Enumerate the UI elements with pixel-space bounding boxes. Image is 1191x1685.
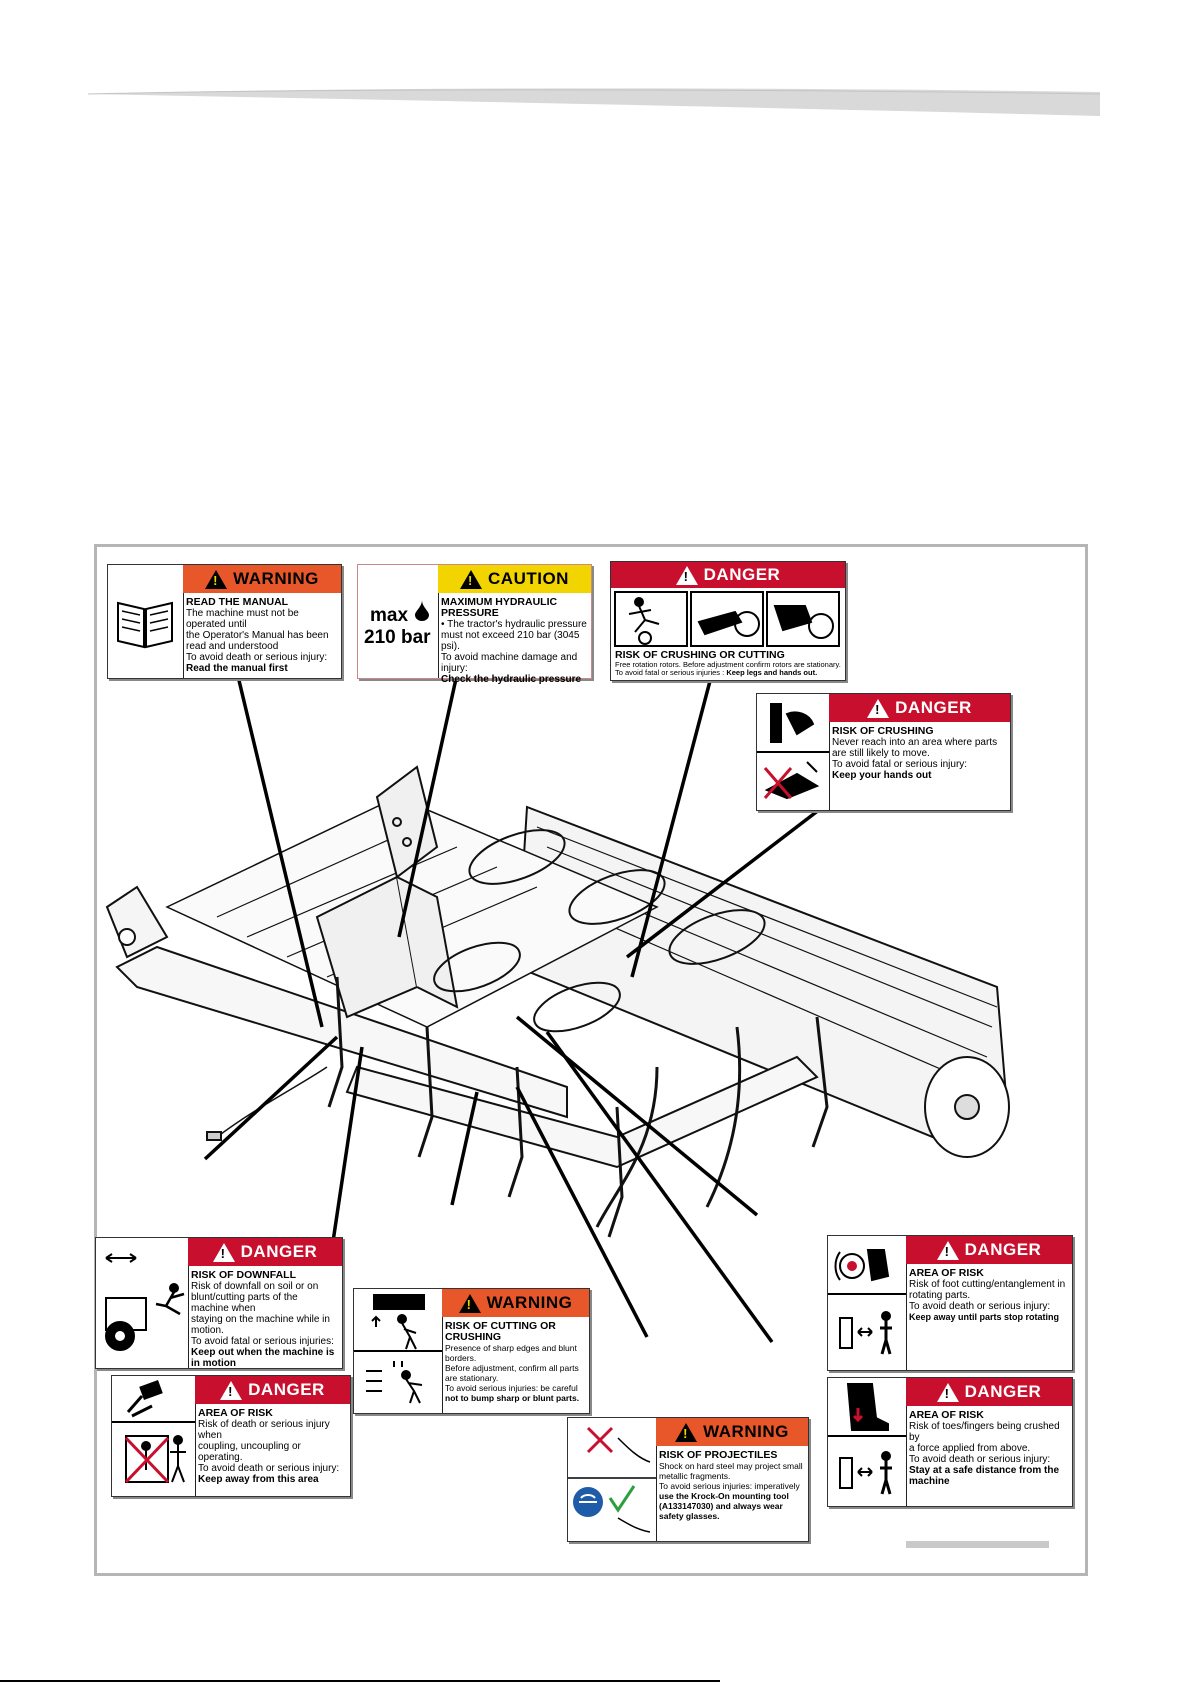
signal-word: DANGER bbox=[964, 1382, 1042, 1401]
signal-word: WARNING bbox=[233, 569, 319, 588]
decal-action: Stay at a safe distance from the machine bbox=[909, 1465, 1060, 1487]
decal-pic bbox=[757, 694, 830, 810]
decal-line: To avoid machine damage and injury: bbox=[441, 652, 578, 674]
decal-read-manual bbox=[107, 564, 342, 679]
decal-line: Free rotation rotors. Before adjustment confirm rotors are stationary. bbox=[615, 660, 841, 669]
danger-banner bbox=[611, 562, 845, 588]
decal-action: Keep legs and hands out. bbox=[726, 668, 818, 677]
decal-line: To avoid fatal or serious injury: bbox=[832, 759, 968, 770]
decal-pic bbox=[828, 1236, 907, 1370]
decal-line: To avoid death or serious injury: bbox=[198, 1463, 340, 1474]
tractor-fall-icon bbox=[96, 1238, 188, 1368]
decal-line: To avoid death or serious injury: bbox=[909, 1301, 1051, 1312]
decal-line: To avoid death or serious injury: bbox=[909, 1454, 1051, 1465]
decal-title: AREA OF RISK bbox=[909, 1409, 984, 1421]
signal-word: DANGER bbox=[964, 1240, 1042, 1259]
decal-title: MAXIMUM HYDRAULIC PRESSURE bbox=[441, 596, 558, 619]
warning-banner bbox=[442, 1289, 589, 1317]
decal-action: Check the hydraulic pressure bbox=[441, 674, 582, 685]
decal-pic bbox=[358, 565, 439, 678]
decal-title: RISK OF CUTTING OR CRUSHING bbox=[445, 1320, 556, 1343]
decal-line: the Operator's Manual has been bbox=[186, 630, 329, 641]
decal-area-risk-coupling bbox=[111, 1375, 351, 1497]
decal-line: rotating parts. bbox=[909, 1290, 971, 1301]
decal-line: Risk of toes/fingers being crushed by bbox=[909, 1421, 1060, 1443]
safety-glasses-icon bbox=[568, 1418, 656, 1541]
warning-triangle-icon bbox=[205, 570, 227, 589]
rotor-leg-icon bbox=[615, 592, 841, 646]
decal-area-risk-rotating bbox=[827, 1235, 1073, 1371]
warning-triangle-icon bbox=[867, 699, 889, 718]
decal-hydraulic-pressure bbox=[357, 564, 592, 685]
pressure-text: 210 bar bbox=[364, 627, 431, 648]
decal-projectiles bbox=[567, 1417, 809, 1542]
danger-banner bbox=[906, 1236, 1072, 1264]
decal-line: Risk of death or serious injury when bbox=[198, 1419, 330, 1441]
decal-title: AREA OF RISK bbox=[198, 1407, 273, 1419]
danger-banner bbox=[829, 694, 1010, 722]
decal-line: must not exceed 210 bar (3045 psi). bbox=[441, 630, 580, 652]
decal-line: Risk of downfall on soil or on bbox=[191, 1281, 319, 1292]
decal-line: • The tractor's hydraulic pressure bbox=[441, 619, 587, 630]
signal-word: DANGER bbox=[703, 565, 781, 584]
decal-line: To avoid serious injuries: be careful bbox=[445, 1383, 578, 1393]
hand-crush-icon bbox=[757, 694, 829, 810]
decal-line: Before adjustment, confirm all parts bbox=[445, 1363, 579, 1373]
danger-banner bbox=[188, 1238, 342, 1266]
decal-pic bbox=[112, 1376, 196, 1496]
decal-line: Shock on hard steel may project small bbox=[659, 1461, 803, 1471]
warning-triangle-icon bbox=[220, 1381, 242, 1400]
decal-line: To avoid death or serious injury: bbox=[186, 652, 328, 663]
max-text: max bbox=[370, 605, 409, 626]
decal-cutting-crushing bbox=[353, 1288, 590, 1414]
decal-action: Keep away until parts stop rotating bbox=[909, 1312, 1060, 1322]
decal-line: read and understood bbox=[186, 641, 279, 652]
safety-decal-figure bbox=[94, 544, 1088, 1576]
decal-title: RISK OF DOWNFALL bbox=[191, 1269, 296, 1281]
warning-triangle-icon bbox=[937, 1241, 959, 1260]
decal-line: a force applied from above. bbox=[909, 1443, 1031, 1454]
header-swoosh bbox=[0, 80, 1191, 120]
decal-line: are still likely to move. bbox=[832, 748, 930, 759]
decal-line: metallic fragments. bbox=[659, 1471, 731, 1481]
decal-line: The machine must not be operated until bbox=[186, 608, 299, 630]
warning-triangle-icon bbox=[937, 1383, 959, 1402]
decal-pic bbox=[828, 1378, 907, 1506]
coupling-crush-icon bbox=[112, 1376, 195, 1496]
decal-action: not to bump sharp or blunt parts. bbox=[445, 1393, 580, 1403]
leader-line-read-manual bbox=[231, 647, 322, 1027]
signal-word: WARNING bbox=[486, 1293, 573, 1312]
decal-action-prefix: To avoid fatal or serious injuries : bbox=[615, 668, 727, 677]
signal-word: DANGER bbox=[248, 1380, 325, 1399]
decal-action: Read the manual first bbox=[186, 663, 288, 674]
open-book-icon bbox=[108, 565, 183, 678]
leader-line-downfall bbox=[205, 1037, 337, 1159]
decal-action: Keep your hands out bbox=[832, 770, 932, 781]
decal-risk-crushing bbox=[756, 693, 1011, 811]
decal-title: RISK OF PROJECTILES bbox=[659, 1449, 778, 1461]
decal-line: Presence of sharp edges and blunt borders. bbox=[445, 1343, 577, 1363]
decal-area-risk-above bbox=[827, 1377, 1073, 1507]
decal-downfall bbox=[95, 1237, 343, 1369]
warning-triangle-icon bbox=[675, 1423, 697, 1442]
decal-line: staying on the machine while in motion. bbox=[191, 1314, 330, 1336]
decal-pic bbox=[354, 1289, 443, 1413]
danger-banner bbox=[906, 1378, 1072, 1406]
foot-rotor-icon bbox=[828, 1236, 906, 1370]
decal-line: Never reach into an area where parts bbox=[832, 737, 998, 748]
warning-banner bbox=[656, 1418, 808, 1446]
warning-banner bbox=[183, 565, 341, 593]
warning-triangle-icon bbox=[459, 1294, 481, 1313]
danger-banner bbox=[195, 1376, 350, 1404]
decal-crushing-cutting bbox=[610, 561, 846, 681]
decal-line: blunt/cutting parts of the machine when bbox=[191, 1292, 298, 1314]
signal-word: DANGER bbox=[240, 1242, 318, 1261]
decal-title: AREA OF RISK bbox=[909, 1267, 984, 1279]
decal-line: are stationary. bbox=[445, 1373, 499, 1383]
decal-title: RISK OF CRUSHING bbox=[832, 725, 934, 737]
decal-line: Risk of foot cutting/entanglement in bbox=[909, 1279, 1066, 1290]
foot-crush-icon bbox=[828, 1378, 906, 1506]
decal-action: Keep away from this area bbox=[198, 1474, 319, 1485]
page-number-bar bbox=[906, 1541, 1049, 1548]
caution-banner bbox=[438, 565, 591, 593]
decal-pic bbox=[96, 1238, 189, 1368]
head-bump-icon bbox=[354, 1289, 442, 1413]
signal-word: WARNING bbox=[703, 1422, 789, 1441]
signal-word: CAUTION bbox=[488, 569, 569, 588]
decal-action: use the Krock-On mounting tool (A133147030) and always wear safety glasses. bbox=[659, 1491, 789, 1521]
decal-line: To avoid fatal or serious injuries: bbox=[191, 1336, 334, 1347]
signal-word: DANGER bbox=[895, 698, 972, 717]
decal-title: RISK OF CRUSHING OR CUTTING bbox=[615, 649, 785, 661]
decal-pic bbox=[568, 1418, 657, 1541]
oil-drop-icon bbox=[414, 599, 430, 621]
decal-title: READ THE MANUAL bbox=[186, 596, 289, 608]
warning-triangle-icon bbox=[213, 1243, 235, 1262]
bottom-rule bbox=[0, 1680, 720, 1682]
decal-line: coupling, uncoupling or operating. bbox=[198, 1441, 301, 1463]
warning-triangle-icon bbox=[460, 570, 482, 589]
decal-pic bbox=[108, 565, 184, 678]
warning-triangle-icon bbox=[676, 566, 698, 585]
decal-action: Keep out when the machine is in motion bbox=[191, 1347, 335, 1369]
decal-line: To avoid serious injuries: imperatively bbox=[659, 1481, 800, 1491]
